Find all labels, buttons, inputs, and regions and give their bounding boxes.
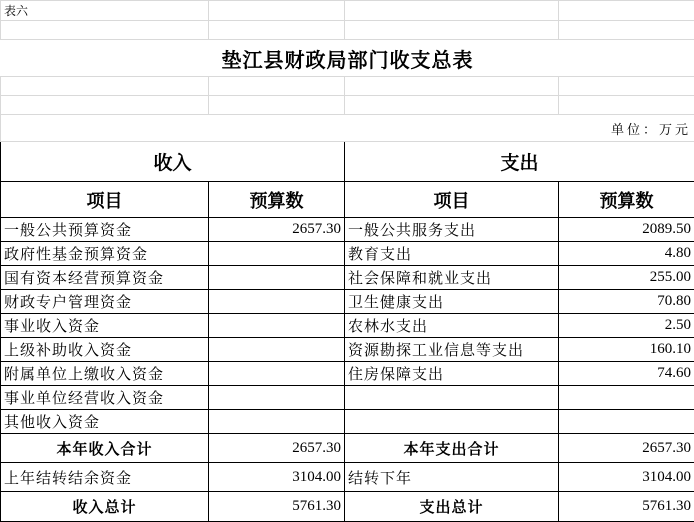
expense-value: 255.00 [559, 266, 694, 290]
income-header: 收入 [1, 142, 345, 182]
expense-value: 160.10 [559, 338, 694, 362]
expense-carry-value: 3104.00 [559, 463, 694, 492]
expense-value: 74.60 [559, 362, 694, 386]
column-header-row [1, 182, 694, 218]
income-carry-value: 3104.00 [209, 463, 345, 492]
expense-item [345, 386, 559, 410]
expense-item [345, 410, 559, 434]
expense-item: 资源勘探工业信息等支出 [345, 338, 559, 362]
expense-item: 社会保障和就业支出 [345, 266, 559, 290]
expense-value: 2.50 [559, 314, 694, 338]
expense-header: 支出 [345, 142, 694, 182]
expense-value [559, 386, 694, 410]
sheet-label: 表六 [1, 1, 209, 21]
carry-over-row [1, 463, 694, 492]
income-value [209, 410, 345, 434]
expense-value: 4.80 [559, 242, 694, 266]
income-value [209, 362, 345, 386]
expense-item: 农林水支出 [345, 314, 559, 338]
income-item: 国有资本经营预算资金 [1, 266, 209, 290]
expense-item: 教育支出 [345, 242, 559, 266]
table-row [1, 362, 694, 386]
subtotal-row [1, 434, 694, 463]
income-item: 事业单位经营收入资金 [1, 386, 209, 410]
expense-total-label: 支出总计 [345, 492, 559, 522]
expense-subtotal-label: 本年支出合计 [345, 434, 559, 463]
income-subtotal-value: 2657.30 [209, 434, 345, 463]
expense-budget-header: 预算数 [559, 182, 694, 218]
table-row [1, 410, 694, 434]
income-item: 事业收入资金 [1, 314, 209, 338]
income-value [209, 266, 345, 290]
section-header-row [1, 142, 694, 182]
expense-subtotal-value: 2657.30 [559, 434, 694, 463]
table-row [1, 338, 694, 362]
sheet-label-row [1, 1, 694, 21]
total-row [1, 492, 694, 522]
income-value [209, 338, 345, 362]
income-item: 一般公共预算资金 [1, 218, 209, 242]
expense-value [559, 410, 694, 434]
table-row [1, 290, 694, 314]
expense-value: 70.80 [559, 290, 694, 314]
income-item: 其他收入资金 [1, 410, 209, 434]
income-total-label: 收入总计 [1, 492, 209, 522]
expense-item: 卫生健康支出 [345, 290, 559, 314]
table-row [1, 314, 694, 338]
income-item: 政府性基金预算资金 [1, 242, 209, 266]
expense-value: 2089.50 [559, 218, 694, 242]
income-value: 2657.30 [209, 218, 345, 242]
income-value [209, 314, 345, 338]
income-item: 财政专户管理资金 [1, 290, 209, 314]
income-item-header: 项目 [1, 182, 209, 218]
income-item: 上级补助收入资金 [1, 338, 209, 362]
unit-label: 单位：万元 [1, 115, 694, 142]
income-value [209, 242, 345, 266]
income-item: 附属单位上缴收入资金 [1, 362, 209, 386]
income-total-value: 5761.30 [209, 492, 345, 522]
table-row [1, 386, 694, 410]
income-value [209, 386, 345, 410]
income-subtotal-label: 本年收入合计 [1, 434, 209, 463]
income-carry-label: 上年结转结余资金 [1, 463, 209, 492]
expense-item: 一般公共服务支出 [345, 218, 559, 242]
expense-item: 住房保障支出 [345, 362, 559, 386]
expense-carry-label: 结转下年 [345, 463, 559, 492]
income-value [209, 290, 345, 314]
page-title: 垫江县财政局部门收支总表 [1, 40, 694, 77]
table-row [1, 242, 694, 266]
expense-total-value: 5761.30 [559, 492, 694, 522]
expense-item-header: 项目 [345, 182, 559, 218]
table-row [1, 266, 694, 290]
table-row [1, 218, 694, 242]
income-budget-header: 预算数 [209, 182, 345, 218]
